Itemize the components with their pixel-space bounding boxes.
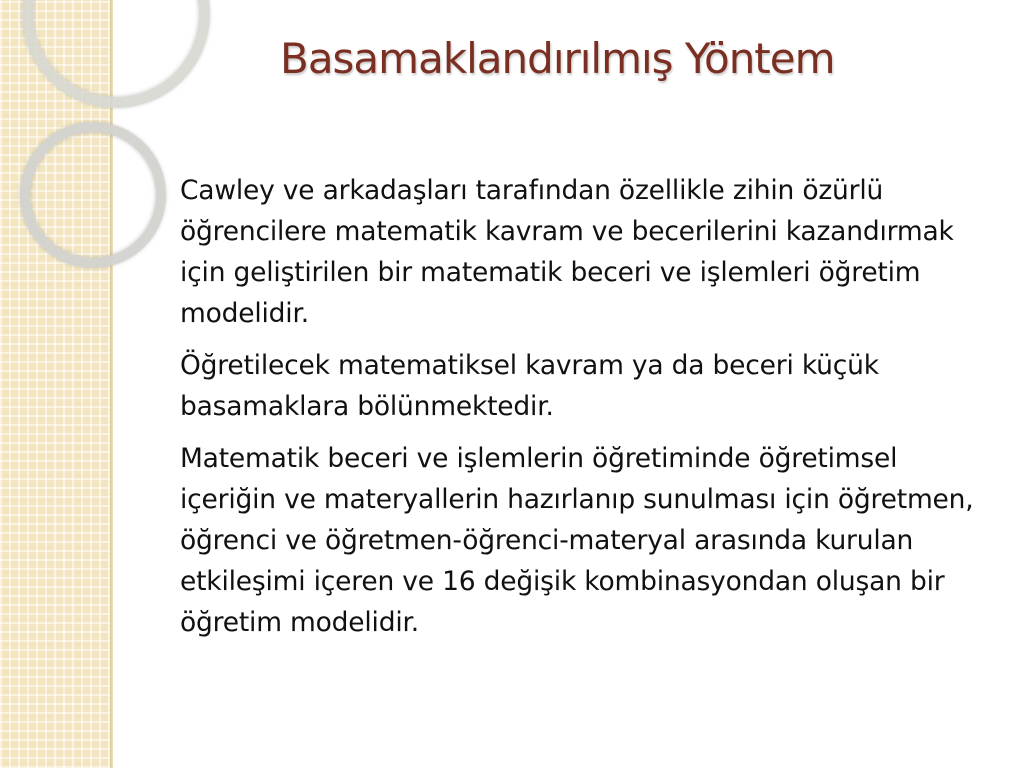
body-paragraph-2: Öğretilecek matematiksel kavram ya da beceri küçük basamaklara bölünmektedir. xyxy=(180,350,879,422)
decorative-ring-middle xyxy=(20,122,166,268)
body-paragraph-3: Matematik beceri ve işlemlerin öğretiminde öğretimsel içeriğin ve materyallerin hazırlanıp sunulması için öğretmen, öğrenci ve öğretmen-öğrenci-materyal arasında kurulan etkileşimi içeren ve 16 değişik kombinasyondan oluşan bir öğretim modelidir. xyxy=(180,443,974,638)
slide-body xyxy=(180,170,980,654)
decorative-side-band xyxy=(0,0,110,768)
body-paragraph-1: Cawley ve arkadaşları tarafından özellikle zihin özürlü öğrencilere matematik kavram ve becerilerini kazandırmak için geliştirilen bir matematik beceri ve işlemleri öğretim modelidir. xyxy=(180,175,954,329)
side-band-edge xyxy=(110,0,113,768)
slide-title: Basamaklandırılmış Yöntem xyxy=(280,34,835,83)
